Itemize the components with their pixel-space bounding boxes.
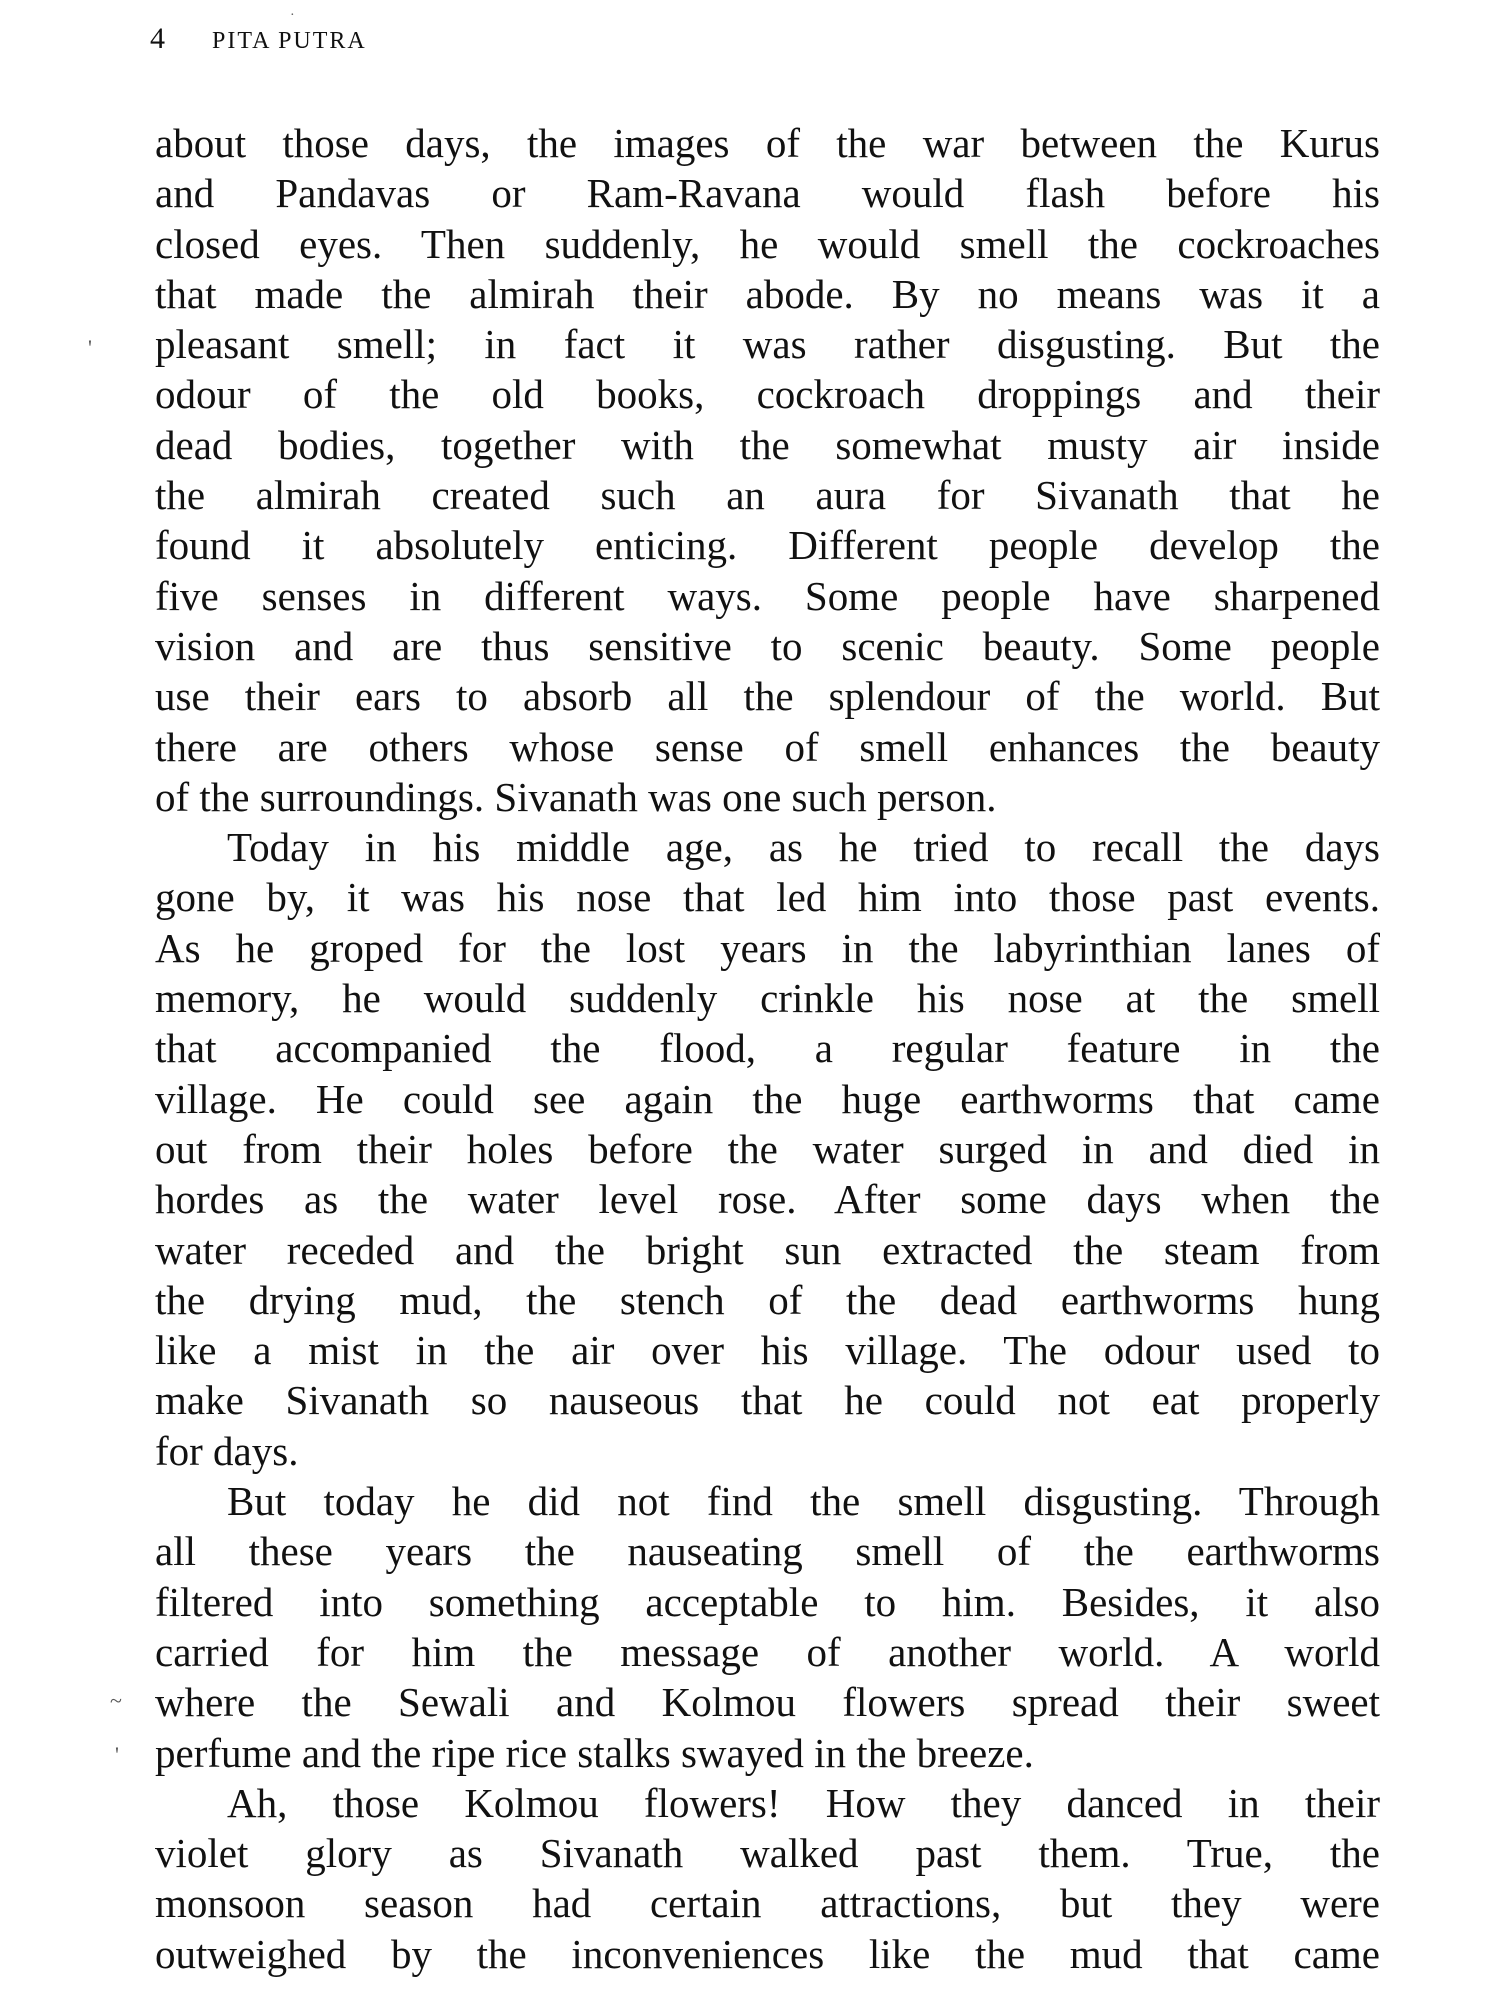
- text-line: violet glory as Sivanath walked past them. True, the: [155, 1830, 1380, 1877]
- text-line: use their ears to absorb all the splendour of the world. But: [155, 673, 1380, 720]
- text-line: out from their holes before the water surged in and died in: [155, 1125, 1380, 1172]
- text-line: that accompanied the flood, a regular feature in the: [155, 1025, 1380, 1072]
- paragraph-start-line: Today in his middle age, as he tried to recall the days: [227, 824, 1380, 871]
- text-line: of the surroundings. Sivanath was one such person.: [155, 773, 997, 820]
- book-title: PITA PUTRA: [212, 28, 367, 54]
- text-line: where the Sewali and Kolmou flowers spread their sweet: [155, 1679, 1380, 1726]
- running-head: [150, 22, 367, 56]
- text-line: perfume and the ripe rice stalks swayed in the breeze.: [155, 1729, 1034, 1776]
- body-text: [155, 118, 1380, 1979]
- text-line: filtered into something acceptable to him. Besides, it also: [155, 1578, 1380, 1625]
- text-line: odour of the old books, cockroach droppings and their: [155, 371, 1380, 418]
- text-line: the drying mud, the stench of the dead earthworms hung: [155, 1276, 1380, 1323]
- text-line: hordes as the water level rose. After some days when the: [155, 1176, 1380, 1223]
- text-line: for days.: [155, 1427, 299, 1474]
- text-line: closed eyes. Then suddenly, he would smell the cockroaches: [155, 220, 1380, 267]
- text-line: that made the almirah their abode. By no means was it a: [155, 270, 1380, 317]
- text-line: five senses in different ways. Some people have sharpened: [155, 572, 1380, 619]
- paragraph-start-line: Ah, those Kolmou flowers! How they danced in their: [227, 1779, 1380, 1826]
- text-line: water receded and the bright sun extracted the steam from: [155, 1226, 1380, 1273]
- paragraph-start-line: But today he did not find the smell disgusting. Through: [227, 1478, 1380, 1525]
- text-line: there are others whose sense of smell enhances the beauty: [155, 723, 1380, 770]
- text-line: pleasant smell; in fact it was rather disgusting. But the: [155, 321, 1380, 368]
- text-line: vision and are thus sensitive to scenic beauty. Some people: [155, 622, 1380, 669]
- text-line: village. He could see again the huge earthworms that came: [155, 1075, 1380, 1122]
- page-number: 4: [150, 22, 166, 55]
- text-line: about those days, the images of the war between the Kurus: [155, 120, 1380, 166]
- text-line: outweighed by the inconveniences like the mud that came: [155, 1930, 1380, 1977]
- text-line: As he groped for the lost years in the labyrinthian lanes of: [155, 924, 1380, 971]
- text-line: monsoon season had certain attractions, but they were: [155, 1880, 1380, 1927]
- text-line: memory, he would suddenly crinkle his nose at the smell: [155, 975, 1380, 1022]
- text-line: all these years the nauseating smell of the earthworms: [155, 1528, 1380, 1575]
- text-line: the almirah created such an aura for Sivanath that he: [155, 472, 1380, 519]
- text-line: like a mist in the air over his village. The odour used to: [155, 1327, 1380, 1374]
- text-line: found it absolutely enticing. Different people develop the: [155, 522, 1380, 569]
- text-line: gone by, it was his nose that led him into those past events.: [155, 874, 1380, 921]
- text-line: and Pandavas or Ram-Ravana would flash before his: [155, 170, 1380, 217]
- text-line: make Sivanath so nauseous that he could not eat properly: [155, 1377, 1380, 1424]
- scan-speck: ~: [110, 1688, 122, 1713]
- scan-speck: ': [88, 335, 92, 360]
- scan-speck: ·: [290, 8, 295, 23]
- scan-speck: ': [115, 1742, 119, 1767]
- text-line: carried for him the message of another world. A world: [155, 1628, 1380, 1675]
- text-line: dead bodies, together with the somewhat musty air inside: [155, 421, 1380, 468]
